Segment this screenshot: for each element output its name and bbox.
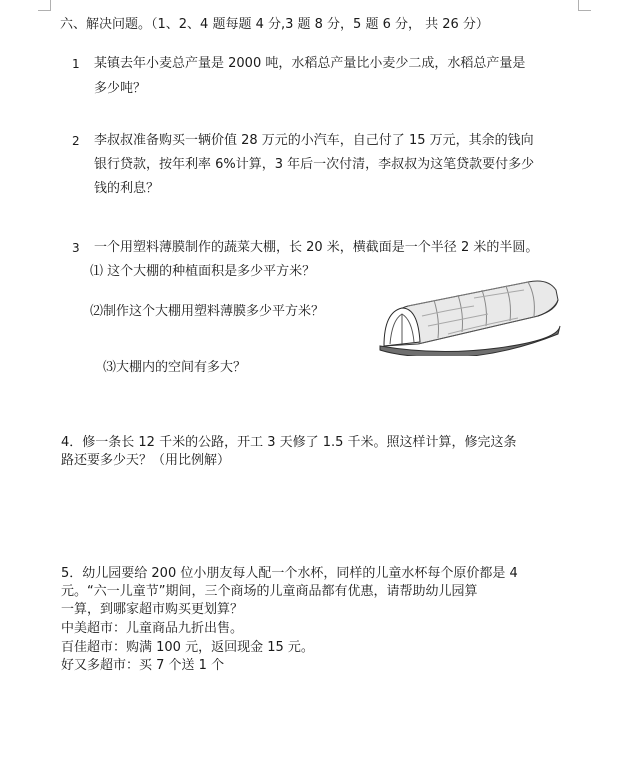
q2-line3: 钱的利息？ xyxy=(94,181,160,196)
q2-number: 2 xyxy=(72,134,80,148)
q5-line2: 元。“六一儿童节”期间，三个商场的儿童商品都有优惠，请帮助幼儿园算 xyxy=(61,584,478,599)
q5-store3: 好又多超市：买 7 个送 1 个 xyxy=(61,658,225,673)
greenhouse-illustration xyxy=(378,276,562,356)
q2-line2: 银行贷款，按年利率 6%计算，3 年后一次付清，李叔叔为这笔贷款要付多少 xyxy=(94,157,535,172)
section-title: 六、解决问题。（1、2、4 题每题 4 分,3 题 8 分，5 题 6 分， 共 26 分） xyxy=(60,17,489,32)
q1-line2: 多少吨？ xyxy=(94,81,147,96)
q3-number: 3 xyxy=(72,241,80,255)
q5-line3: 一算，到哪家超市购买更划算？ xyxy=(61,602,244,617)
crop-mark-left xyxy=(38,0,51,11)
q5-store1: 中美超市：儿童商品九折出售。 xyxy=(61,621,244,636)
q3-sub2: ⑵制作这个大棚用塑料薄膜多少平方米？ xyxy=(90,304,325,319)
crop-mark-right xyxy=(578,0,591,11)
q3-line1: 一个用塑料薄膜制作的蔬菜大棚，长 20 米，横截面是一个半径 2 米的半圆。 xyxy=(94,240,539,255)
q1-number: 1 xyxy=(72,57,80,71)
q2-line1: 李叔叔准备购买一辆价值 28 万元的小汽车，自己付了 15 万元，其余的钱向 xyxy=(94,133,534,148)
q4-line2: 路还要多少天？（用比例解） xyxy=(61,453,231,468)
q1-line1: 某镇去年小麦总产量是 2000 吨，水稻总产量比小麦少二成，水稻总产量是 xyxy=(94,56,526,71)
q5-store2: 百佳超市：购满 100 元，返回现金 15 元。 xyxy=(61,640,314,655)
q5-line1: 5．幼儿园要给 200 位小朋友每人配一个水杯，同样的儿童水杯每个原价都是 4 xyxy=(61,566,518,581)
q4-line1: 4．修一条长 12 千米的公路，开工 3 天修了 1.5 千米。照这样计算，修完这条 xyxy=(61,435,517,450)
q3-sub3: ⑶大棚内的空间有多大？ xyxy=(103,360,247,375)
q3-sub1: ⑴ 这个大棚的种植面积是多少平方米？ xyxy=(90,264,316,279)
